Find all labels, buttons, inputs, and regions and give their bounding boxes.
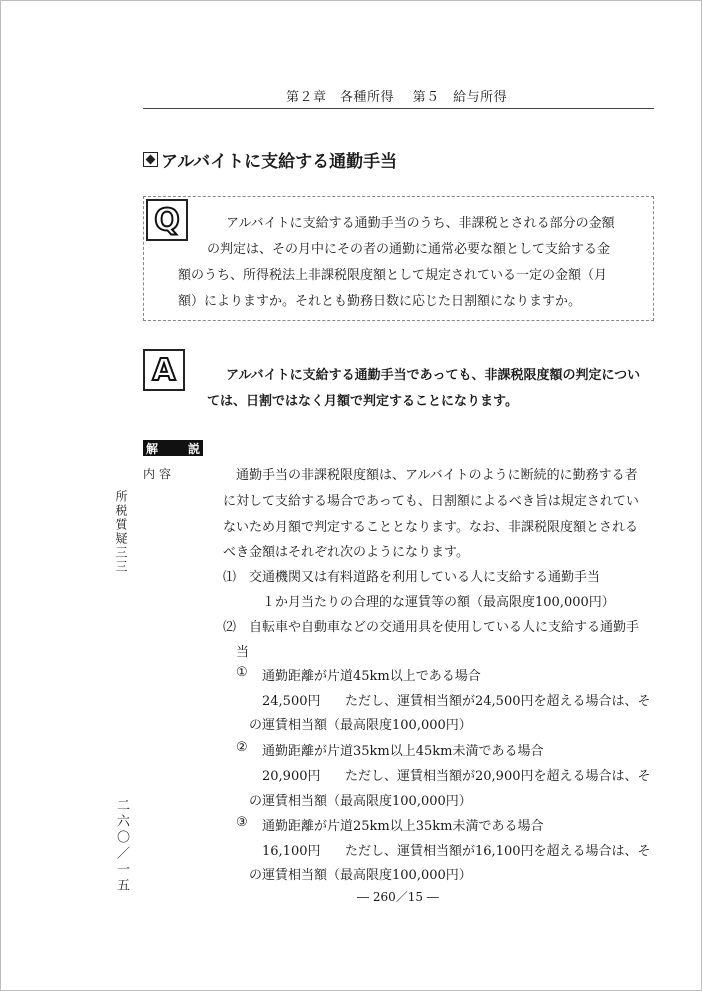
page-number: ― 260／15 ― [357, 890, 439, 904]
section-title [143, 147, 397, 172]
item-2-text-cont: 当 [236, 645, 250, 660]
question-line: の判定は、その月中にその者の通勤に通常必要な額として支給する金 [207, 242, 611, 257]
sub-item-number: ① [236, 665, 248, 680]
body-line: 通勤手当の非課税限度額は、アルバイトのように断続的に勤務する者 [236, 468, 638, 483]
question-line: 額）によりますか。それとも勤務日数に応じた日割額になりますか。 [178, 294, 582, 309]
side-label-bottom: 二六〇／一五 [114, 798, 129, 894]
section-title-text: アルバイトに支給する通勤手当 [161, 152, 398, 172]
sub-item-condition: 通勤距離が片道45km以上である場合 [262, 669, 481, 684]
sub-item-number: ③ [236, 815, 248, 830]
sub-item-note: ただし、運賃相当額が20,900円を超える場合は、そ [345, 769, 651, 784]
header-rule [143, 108, 654, 109]
sub-item-condition: 通勤距離が片道35km以上45km未満である場合 [262, 744, 544, 759]
item-2-number: ⑵ [223, 620, 237, 635]
sub-item-note: ただし、運賃相当額が24,500円を超える場合は、そ [345, 694, 651, 709]
sub-item-note-cont: の運賃相当額（最高限度100,000円） [249, 794, 472, 809]
header-chapter: 第２章 各種所得 [286, 90, 395, 105]
content-label: 内容 [143, 467, 176, 481]
sub-item-condition: 通勤距離が片道25km以上35km未満である場合 [262, 819, 544, 834]
question-line: アルバイトに支給する通勤手当のうち、非課税とされる部分の金額 [226, 216, 615, 231]
sub-item-amount: 20,900円 [262, 769, 321, 784]
question-line: 額のうち、所得税法上非課税限度額として規定されている一定の金額（月 [178, 268, 608, 283]
sub-item-amount: 16,100円 [262, 844, 321, 859]
item-1-detail: １か月当たりの合理的な運賃等の額（最高限度100,000円） [262, 595, 615, 610]
explanation-heading: 解 説 [143, 440, 203, 456]
header-section: 第５ 給与所得 [412, 90, 508, 105]
running-header [286, 86, 507, 105]
sub-item-note: ただし、運賃相当額が16,100円を超える場合は、そ [345, 844, 651, 859]
body-line: ないため月額で判定することとなります。なお、非課税限度額とされる [223, 520, 638, 535]
body-line: べき金額はそれぞれ次のようになります。 [223, 545, 469, 560]
sub-item-note-cont: の運賃相当額（最高限度100,000円） [249, 718, 472, 733]
question-q-icon: Q [146, 199, 188, 241]
answer-a-icon: A [143, 349, 185, 391]
sub-item-number: ② [236, 740, 248, 755]
item-1-number: ⑴ [223, 570, 237, 585]
side-label-top: 所税質疑三三 [114, 490, 128, 574]
item-2-text: 自転車や自動車などの交通用具を使用している人に支給する通勤手 [249, 620, 640, 635]
item-1-text: 交通機関又は有料道路を利用している人に支給する通勤手当 [249, 570, 601, 585]
answer-line: アルバイトに支給する通勤手当であっても、非課税限度額の判定につい [226, 368, 641, 383]
diamond-bullet-icon [143, 152, 158, 167]
body-line: に対して支給する場合であっても、日割額によるべき旨は規定されてい [223, 494, 639, 509]
answer-line: ては、日割ではなく月額で判定することになります。 [207, 394, 518, 409]
sub-item-amount: 24,500円 [262, 694, 321, 709]
sub-item-note-cont: の運賃相当額（最高限度100,000円） [249, 868, 472, 883]
